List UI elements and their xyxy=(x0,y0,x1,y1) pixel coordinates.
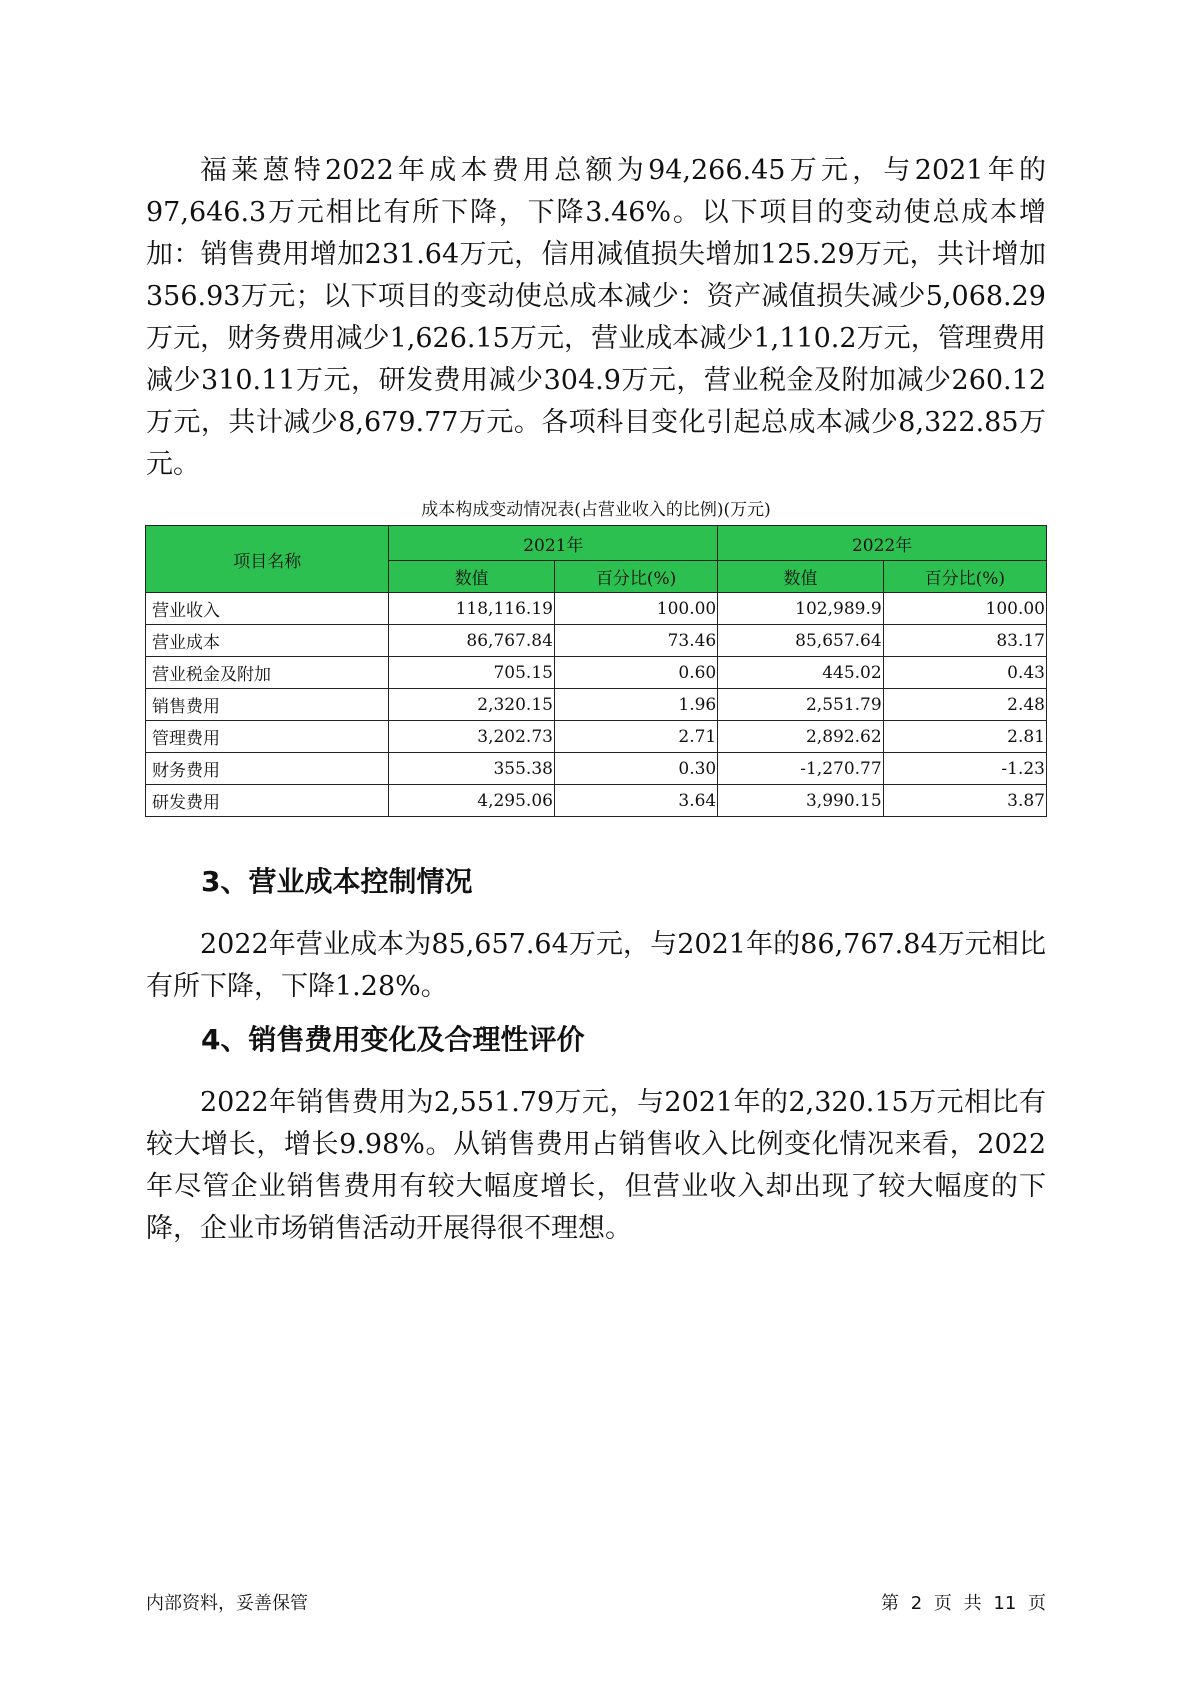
percent-2021: 1.96 xyxy=(554,689,717,721)
value-2021: 355.38 xyxy=(389,753,555,785)
value-2022: 85,657.64 xyxy=(718,625,883,657)
header-item-name: 项目名称 xyxy=(146,526,389,593)
percent-2022: 2.48 xyxy=(883,689,1046,721)
percent-2021: 100.00 xyxy=(554,593,717,625)
section-heading-sales-expense: 4、销售费用变化及合理性评价 xyxy=(201,1023,585,1056)
percent-2021: 0.60 xyxy=(554,657,717,689)
value-2021: 4,295.06 xyxy=(389,785,555,817)
value-2022: 3,990.15 xyxy=(718,785,883,817)
row-name: 财务费用 xyxy=(146,753,389,785)
value-2022: 445.02 xyxy=(718,657,883,689)
header-value-2021: 数值 xyxy=(389,561,555,593)
cost-structure-table xyxy=(145,525,1047,817)
table-row xyxy=(146,625,1047,657)
row-name: 管理费用 xyxy=(146,721,389,753)
table-header-row xyxy=(146,526,1047,561)
percent-2022: 100.00 xyxy=(883,593,1046,625)
row-name: 营业税金及附加 xyxy=(146,657,389,689)
row-name: 销售费用 xyxy=(146,689,389,721)
percent-2022: 0.43 xyxy=(883,657,1046,689)
value-2021: 705.15 xyxy=(389,657,555,689)
value-2021: 118,116.19 xyxy=(389,593,555,625)
percent-2022: 83.17 xyxy=(883,625,1046,657)
cost-control-paragraph: 2022年营业成本为85,657.64万元，与2021年的86,767.84万元相比有所下降，下降1.28%。 xyxy=(146,929,1046,1002)
sales-expense-paragraph: 2022年销售费用为2,551.79万元，与2021年的2,320.15万元相比有较大增长，增长9.98%。从销售费用占销售收入比例变化情况来看，2022年尽管企业销售费用有较大幅度增长，但营业收入却出现了较大幅度的下降，企业市场销售活动开展得很不理想。 xyxy=(146,1087,1046,1244)
percent-2021: 2.71 xyxy=(554,721,717,753)
value-2021: 3,202.73 xyxy=(389,721,555,753)
header-percent-2022: 百分比(%) xyxy=(883,561,1046,593)
row-name: 营业成本 xyxy=(146,625,389,657)
row-name: 研发费用 xyxy=(146,785,389,817)
intro-paragraph: 福莱蒽特2022年成本费用总额为94,266.45万元，与2021年的97,646.3万元相比有所下降，下降3.46%。以下项目的变动使总成本增加：销售费用增加231.64万元，信用减值损失增加125.29万元，共计增加356.93万元；以下项目的变动使总成本减少：资产减值损失减少5,068.29万元，财务费用减少1,626.15万元，营业成本减少1,110.2万元，管理费用减少310.11万元，研发费用减少304.9万元，营业税金及附加减少260.12万元，共计减少8,679.77万元。各项科目变化引起总成本减少8,322.85万元。 xyxy=(146,155,1046,480)
page-number: 第 2 页 共 11 页 xyxy=(881,1593,1046,1614)
table-caption: 成本构成变动情况表(占营业收入的比例)(万元) xyxy=(421,500,771,520)
percent-2022: -1.23 xyxy=(883,753,1046,785)
value-2021: 86,767.84 xyxy=(389,625,555,657)
header-value-2022: 数值 xyxy=(718,561,883,593)
value-2022: 102,989.9 xyxy=(718,593,883,625)
value-2022: 2,551.79 xyxy=(718,689,883,721)
value-2021: 2,320.15 xyxy=(389,689,555,721)
footer-confidential-note: 内部资料，妥善保管 xyxy=(146,1593,308,1614)
section-heading-cost-control: 3、营业成本控制情况 xyxy=(201,865,473,898)
percent-2021: 3.64 xyxy=(554,785,717,817)
value-2022: 2,892.62 xyxy=(718,721,883,753)
header-year-2022: 2022年 xyxy=(718,526,1047,561)
percent-2021: 0.30 xyxy=(554,753,717,785)
header-percent-2021: 百分比(%) xyxy=(554,561,717,593)
table-row xyxy=(146,753,1047,785)
percent-2021: 73.46 xyxy=(554,625,717,657)
row-name: 营业收入 xyxy=(146,593,389,625)
percent-2022: 2.81 xyxy=(883,721,1046,753)
value-2022: -1,270.77 xyxy=(718,753,883,785)
table-row xyxy=(146,721,1047,753)
table-row xyxy=(146,593,1047,625)
percent-2022: 3.87 xyxy=(883,785,1046,817)
table-row xyxy=(146,785,1047,817)
table-row xyxy=(146,689,1047,721)
table-row xyxy=(146,657,1047,689)
header-year-2021: 2021年 xyxy=(389,526,718,561)
